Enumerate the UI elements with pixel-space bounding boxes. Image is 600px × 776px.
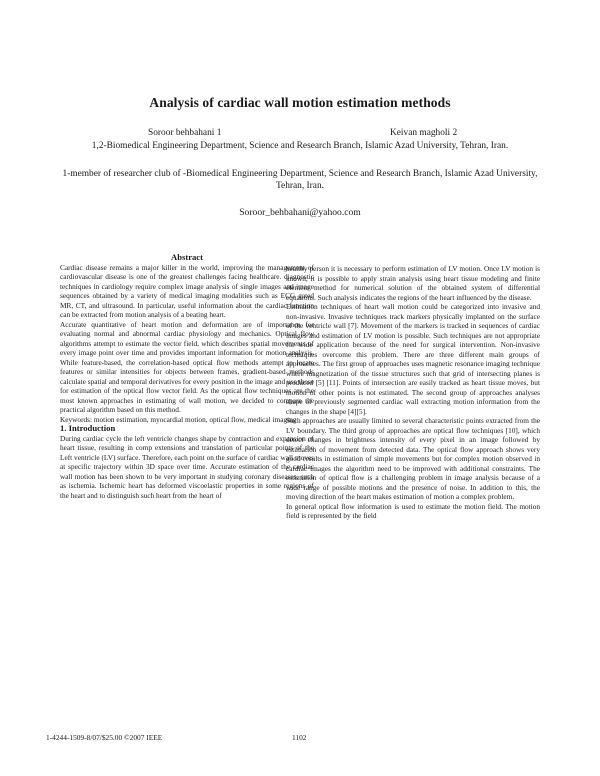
page-number: 1102 xyxy=(292,733,307,742)
abstract-paragraph-1: Cardiac disease remains a major killer in the world, improving the management of cardiovascular disease is one of the greatest challenges facing healthcare. diagnostic techniques in cardiology require complex image analysis of single images and image sequences obtained by a variety of medical imaging modalities such as ECG gated MR, CT, and ultrasound. In particular, useful information about the cardiac function can be extracted from motion analysis of a beating heart. xyxy=(60,262,314,319)
introduction-paragraph-1: During cardiac cycle the left ventricle changes shape by contraction and expansion of heart tissue, resulting in comp extensions and translation of particular points of the Left ventricle (LV) surface. Therefore, each point on the surface of cardiac wall moves at specific trajectory within 3D space over time. Accurate estimation of the cardiac wall motion has been shown to be very important in studying coronary diseases, such as ischemia. Ischemic heart has deformed viscoelastic properties in some regions of the heart and to distinguish such heart from the heart of xyxy=(60,433,314,500)
left-column xyxy=(60,253,314,500)
affiliation-2: 1-member of researcher club of -Biomedical Engineering Department, Science and Research Branch, Islamic Azad University, Tehran, Iran. xyxy=(62,169,538,191)
introduction-heading: 1. Introduction xyxy=(60,423,116,433)
author-email: Soroor_behbahani@yahoo.com xyxy=(239,207,361,218)
body-paragraph-4: In general optical flow information is used to estimate the motion field. The motion field is represented by the field xyxy=(286,501,540,520)
author-name-2: Keivan magholi 2 xyxy=(390,128,458,138)
body-paragraph-2: Estimation techniques of heart wall motion could be categorized into invasive and non-invasive. Invasive techniques track markers physically implanted on the surface of the ventricle wall [7]. Movement of the markers is tracked in sequences of cardiac images and estimation of LV motion is possible. Such techniques are not appropriate for wide application because of the need for surgical intervention. Non-invasive techniques overcome this problem. There are three different main groups of approaches. The first group of approaches uses magnetic resonance imaging technique where magnetization of the tissue structures such that grid of intersecting planes is produced [5] [11]. Points of intersection are easily tracked as heart tissue moves, but motion of other points is not estimated. The second group of approaches analyses shape of previously segmented cardiac wall extracting motion information from the changes in the shape [4][5]. xyxy=(286,302,540,416)
body-paragraph-3: Such approaches are usually limited to several characteristic points extracted from the LV boundary. The third group of approaches are optical flow techniques [10], which detect changes in brightness intensity of every pixel in an image followed by estimation of movement from detected data. The optical flow approach shows very good results in estimation of simple movements but for complex motion observed in cardiac images the algorithm need to be improved with additional constraints. The estimation of optical flow is a challenging problem in image analysis because of a wide range of possible motions and the presence of noise. In addition to this, the moving direction of the heart makes estimation of motion a complex problem. xyxy=(286,416,540,501)
keywords: Keywords: motion estimation, myocardial motion, optical flow, medical imaging xyxy=(60,414,297,424)
abstract-heading: Abstract xyxy=(171,252,203,262)
author-name-1: Soroor behbahani 1 xyxy=(148,128,222,138)
paper-title: Analysis of cardiac wall motion estimation methods xyxy=(149,95,451,110)
abstract-paragraph-2: Accurate quantitative of heart motion and deformation are of importance for evaluating normal and abnormal cardiac physiology and mechanics. Optical flow algorithms attempt to estimate the vector field, which describes spatial movements of every image point over time and provides important information for motion analysis. While feature-based, the correlation-based optical flow methods attempt to locate features or similar intensities for objects between frames, gradient-based methods calculate spatial and temporal derivatives for every position in the image and use those for estimation of the optical flow vector field. As the optical flow techniques are the most known approaches in estimating of wall motion, we decided to compare the practical algorithm based on this method. xyxy=(60,319,314,414)
copyright-footer: 1-4244-1509-8/07/$25.00 ©2007 IEEE xyxy=(46,733,163,742)
body-paragraph-1: healthy person it is necessary to perform estimation of LV motion. Once LV motion is known, it is possible to apply strain analysis using heart tissue modeling and finite element method for numerical solution of the obtained system of differential equations. Such analysis indicates the regions of the heart influenced by the disease. xyxy=(286,264,540,302)
right-column xyxy=(286,264,540,521)
affiliation-1: 1,2-Biomedical Engineering Department, Science and Research Branch, Islamic Azad University, Tehran, Iran. xyxy=(91,141,509,151)
